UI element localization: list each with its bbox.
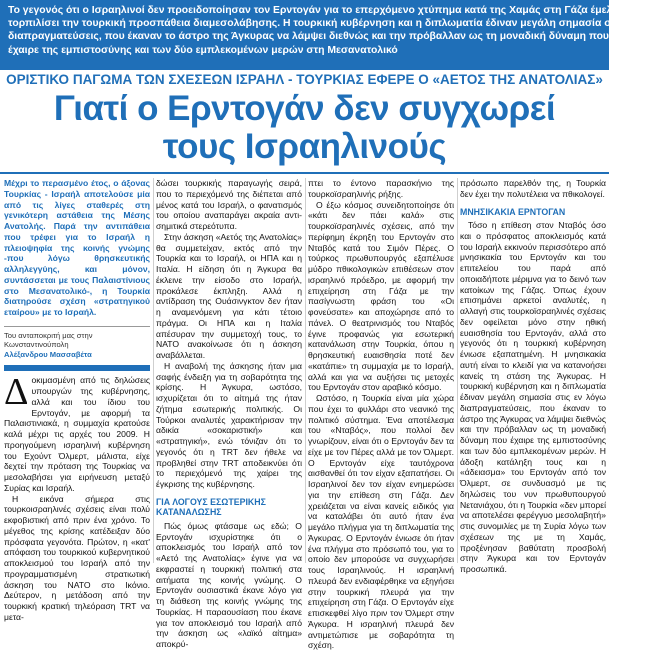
dropcap: Δ [4,371,29,414]
column-1 [4,178,150,622]
kicker: ΟΡΙΣΤΙΚΟ ΠΑΓΩΜΑ ΤΩΝ ΣΧΕΣΕΩΝ ΙΣΡΑΗΛ - ΤΟΥΡΚΙΑΣ ΕΦΕΡΕ Ο «ΑΕΤΟΣ ΤΗΣ ΑΝΑΤΟΛΙΑΣ» [6,72,603,87]
column-4 [460,178,606,574]
body-paragraph: Η αναβολή της άσκησης ήταν μια σαφής ένδειξη για τη σοβαρότητα της κρίσης. Η Άγκυρα, ωστόσο, ισχυρίζεται ότι το αίτημά της ήταν ζήτημα εσωτερικής πολιτικής. Οι Τούρκοι αναλυτές χαρακτήρισαν την αδικία «σοκαριστική» και «στρατηγική», ενώ τόνιζαν ότι το γεγονός ότι η ΤRT δεν ήθελε να προβληθεί στην ΤRT αποδεικνύει ότι το περιεχόμενό της χαίρει της έγκρισης της κυβέρνησης. [156,360,302,489]
byline-prefix: Του ανταποκριτή μας στην Κωνσταντινούπολη [4,330,93,350]
body-paragraph: Στην άσκηση «Αετός της Ανατολίας» θα συμμετείχαν, εκτός από την Τουρκία και το Ισραήλ, οι ΗΠΑ και η Ιταλία. Η είδηση ότι η Άγκυρα θα έκλεινε την είσοδο στο Ισραήλ, προκάλεσε έκπληξη. Αλλά η αντίδραση της Ουάσινγκτον δεν ήταν η αναμενόμενη για κάτι τέτοιο πράγμα. Οι ΗΠΑ και η Ιταλία απέσυραν την συμμετοχή τους, το ΝΑΤΟ ανακοίνωσε ότι η άσκηση αναβάλλεται. [156,231,302,360]
column-separator [305,178,306,563]
subheading: ΜΝΗΣΙΚΑΚΙΑ ΕΡΝΤΟΓΑΝ [460,206,566,217]
body-text: οκιμασμένη από τις δηλώσεις υπουργών της κυβέρνησης, αλλά και του ίδιου του Ερντογάν, με αφορμή τα Παλαιστινιακά, η συμμαχία κρατούσε καλά μέχρι τις αρχές του 2009. Η προηγούμενη ισραηλινή κυβέρνηση του Εχούντ Όλμερτ, μάλιστα, είχε δεχτεί την πρόταση της Τουρκίας να μεσολαβήσει για ειρήνευση μεταξύ Συρίας και Ισραήλ. [4,375,150,493]
headline [0,90,609,166]
lede-line: έχαιρε της εμπιστοσύνης και των δύο εμπλεκομένων μερών στη Μεσανατολικό [8,44,398,56]
body-paragraph: Τόσο η επίθεση στον Νταβός όσο και ο πρόσφατος αποκλεισμός κατά του Ισραήλ εκκινούν περισσότερο από μνησικακία του Ερντογάν και του επιτελείου του παρά από οποιαδήποτε μέριμνα για το δεινό των κατοίκων της Γάζας. Όπως έχουν επισημάνει αρκετοί αναλυτές, η αλλαγή στις τουρκοϊσραηλινές σχέσεις δεν οφείλεται μόνο στην ηθική ευαισθησία του Ερντογάν, αλλά στο γεγονός ότι η τουρκική κυβέρνηση ένιωσε εξαπατημένη. Η μνησικακία αυτή είναι το κλειδί για να κατανοήσει κανείς τη στάση της Άγκυρας. Η τουρκική κυβέρνηση και η διπλωματία έδιναν μεγάλη σημασία στις εν λόγω διαπραγματεύσεις, που έκαναν το άστρο της Άγκυρας να λάμψει διεθνώς και την πρόβαλλαν ως τη μοναδική δύναμη που έχαιρε της εμπιστοσύνης και των δύο εμπλεκομένων μερών. Η άδοξη κατάληξη τους και η «άδειασμα» του Ερντογάν από τον Όλμερτ, σε συνδυασμό με τις δηλώσεις του νυν πρωθυπουργού Νετανιάχου, ότι η Τουρκία «δεν μπορεί να αποτελέσει φερέγγυο μεσολαβητή» στις συνομιλίες με τη Συρία λόγω των σχέσεων της με τη Χαμάς, προξένησαν βαθύτατη προσβολή στην Άγκυρα και τον Ερντογάν προσωπικά. [460,220,606,574]
column-separator [457,178,458,563]
body-paragraph: δώσει τουρκικής παραγωγής σειρά, που το περιεχόμενό της διέπεται από μένος κατά του Ισραήλ, ο φανατισμός του οποίου αναπαράγει ακραία αντι-σημιτικά στερεότυπα. [156,178,302,231]
byline [4,326,150,360]
headline-line: τους Ισραηλινούς [162,127,447,166]
body-paragraph: πτει το έντονο παρασκήνιο της τουρκοϊσραηλινής ρήξης. [308,178,454,199]
column-3 [308,178,454,651]
body-paragraph: πρόσωπο παρελθόν της, η Τουρκία δεν έχει την πολυτέλεια να πθικολογεί. [460,178,606,199]
lede-line: διαπραγματεύσεις, που έκαναν το άστρο της Άγκυρας να λάμψει διεθνώς και την πρόβαλλαν ως τη μοναδική δύναμη που [8,31,609,43]
body-paragraph: Ο έξω κόσμος συνειδητοποίησε ότι «κάτι δεν πάει καλά» στις τουρκοϊσραηλινές σχέσεις, από την περίφημη έκρηξη του Ερντογάν στο Νταβός κατά του Σιμόν Πέρες. Ο τούρκος πρωθυπουργός εξαπέλυσε μύδρο πθικολογικών επιθέσεων στον ισραηλινό πρόεδρο, με αφορμή την επιχείρηση στη Γάζα με την πασίγνωστη φράση του «Οι φονεύσατε» και αποχώρησε από το πάνελ. Ο θεατρινισμός του Νταβός έγινε προφανώς για εσωτερική κατανάλωση στην Τουρκία, όπου η θρησκευτική ευαισθησία ποτέ δεν «κατάπιε» τη συμμαχία με το Ισραήλ, αλλά και για να αυξήσει τις μετοχές του Ερντογάν στον αραβικό κόσμο. [308,199,454,393]
body-paragraph: Η εικόνα σήμερα στις τουρκοισραηλινές σχέσεις είναι πολύ εκφοβιστική από πριν ένα χρόνο. Το μέγεθος της κρίσης κατέδειξαν δύο πρόσφατα γεγονότα. Πρώτον, η «κατ' απόφαση του τουρκικού κυβερνητικού αποκλεισμού του Ισραήλ από την προγραμματισμένη στρατιωτική άσκηση του ΝΑΤΟ στο Ικόνιο. Δεύτερον, η μετάδοση από την τουρκική κρατική τηλεόραση TRT να μετα- [4,493,150,622]
body-paragraph: Ωστόσο, η Τουρκία είναι μία χώρα που έχει το φυλλάρι στο νεανικό της πολιτικό σύστημα. Ένα αποτέλεσμα του «Νταβός», που πολλοί δεν γνωρίζουν, είναι ότι ο Ερντογάν δεν τα είχε με τον Πέρες αλλά με τον Όλμερτ. Ο Ερντογάν είχε ταυτόχρονα αισθανθεί ότι τον είχαν εξαπατήσει. Οι Ισραηλινοί δεν τον είχαν ενημερώσει για την επίθεση στη Γάζα. Δεν χρειάζεται να είναι κανείς ειδικός για να καταλάβει ότι αυτό ήταν ένα μεγάλο πλήγμα για τη διπλωματία της Άγκυρας. Ο Ερντογάν ένιωσε ότι ήταν ένα πλήγμα στο πρόσωπό του, για το οποίο δεν μπορούσε να συγχωρήσει τους Ισραηλινούς. Η ισραηλινή πλευρά δεν ενδιαφέρθηκε να εξηγήσει στην τουρκική πλευρά για την επιχείρηση στη Γάζα. Ο Ερντογάν είχε επισκεφθεί λίγο πριν τον Όλμερτ στην Άγκυρα. Η ισραηλινή πλευρά δεν αντιμετώπισε με σοβαρότητα τη σχέση. [308,393,454,651]
subheading-line: ΓΙΑ ΛΟΓΟΥΣ ΕΣΩΤΕΡΙΚΗΣ [156,496,266,507]
intro-paragraph: Μέχρι το περασμένο έτος, ο άξονας Τουρκίας - Ισραήλ αποτελούσε μία από τις λίγες σταθερές στη γενικότερη αστάθεια της Μέσης Ανατολής. Παρά την αντιπάθεια που τρέφει για το Ισραήλ η πλειοψηφία της κοινής γνώμης -που λόγω θρησκευτικής αλληλεγγύης, και μόνον, συντάσσεται με τους Παλαιστίνιους στο Μεσανατολικό-, η Τουρκία διατηρούσε σχέση «στρατηγικού εταίρου» με το Ισραήλ. [4,178,150,317]
body-paragraph [4,371,150,493]
lede-line: Το γεγονός ότι ο Ισραηλινοί δεν προειδοποίησαν τον Ερντογάν για το επερχόμενο χτύπημα κατά της Χαμάς στη Γάζα έμελλε να [8,5,639,16]
byline-author: Αλέξανδρου Μασσαβέτα [4,349,92,359]
body-paragraph: Πώς όμως φτάσαμε ως εδώ; Ο Ερντογάν ισχυρίστηκε ότι ο αποκλεισμός του Ισραήλ από τον «Αετό της Ανατολίας» έγινε για να εκφραστεί η τουρκική πολιτική στα αιτήματα της κοινής γνώμης. Ο Ερντογάν ουσιαστικά έκανε λόγο για τη διάθεση της κοινής γνώμης της Τουρκίας. Η παραουσίαση που έκανε για τον αποκλεισμό του Ισραήλ από την άσκηση ως «λαϊκό αίτημα» αποκρύ- [156,520,302,649]
lede-line: τορπιλίσει την τουρκική προσπάθεια διαμεσολάβησης. Η τουρκική κυβέρνηση και η διπλωματία έδιναν μεγάλη σημασία στις εν λόγω [8,18,667,30]
subheading [156,497,302,518]
column-2 [156,178,302,649]
subheading-line: ΚΑΤΑΝΑΛΩΣΗΣ [156,507,222,518]
headline-line: Γιατί ο Ερντογάν δεν συγχωρεί [53,89,556,128]
lede-box [0,0,667,70]
column-separator [153,178,154,563]
headline-rule [0,172,609,174]
